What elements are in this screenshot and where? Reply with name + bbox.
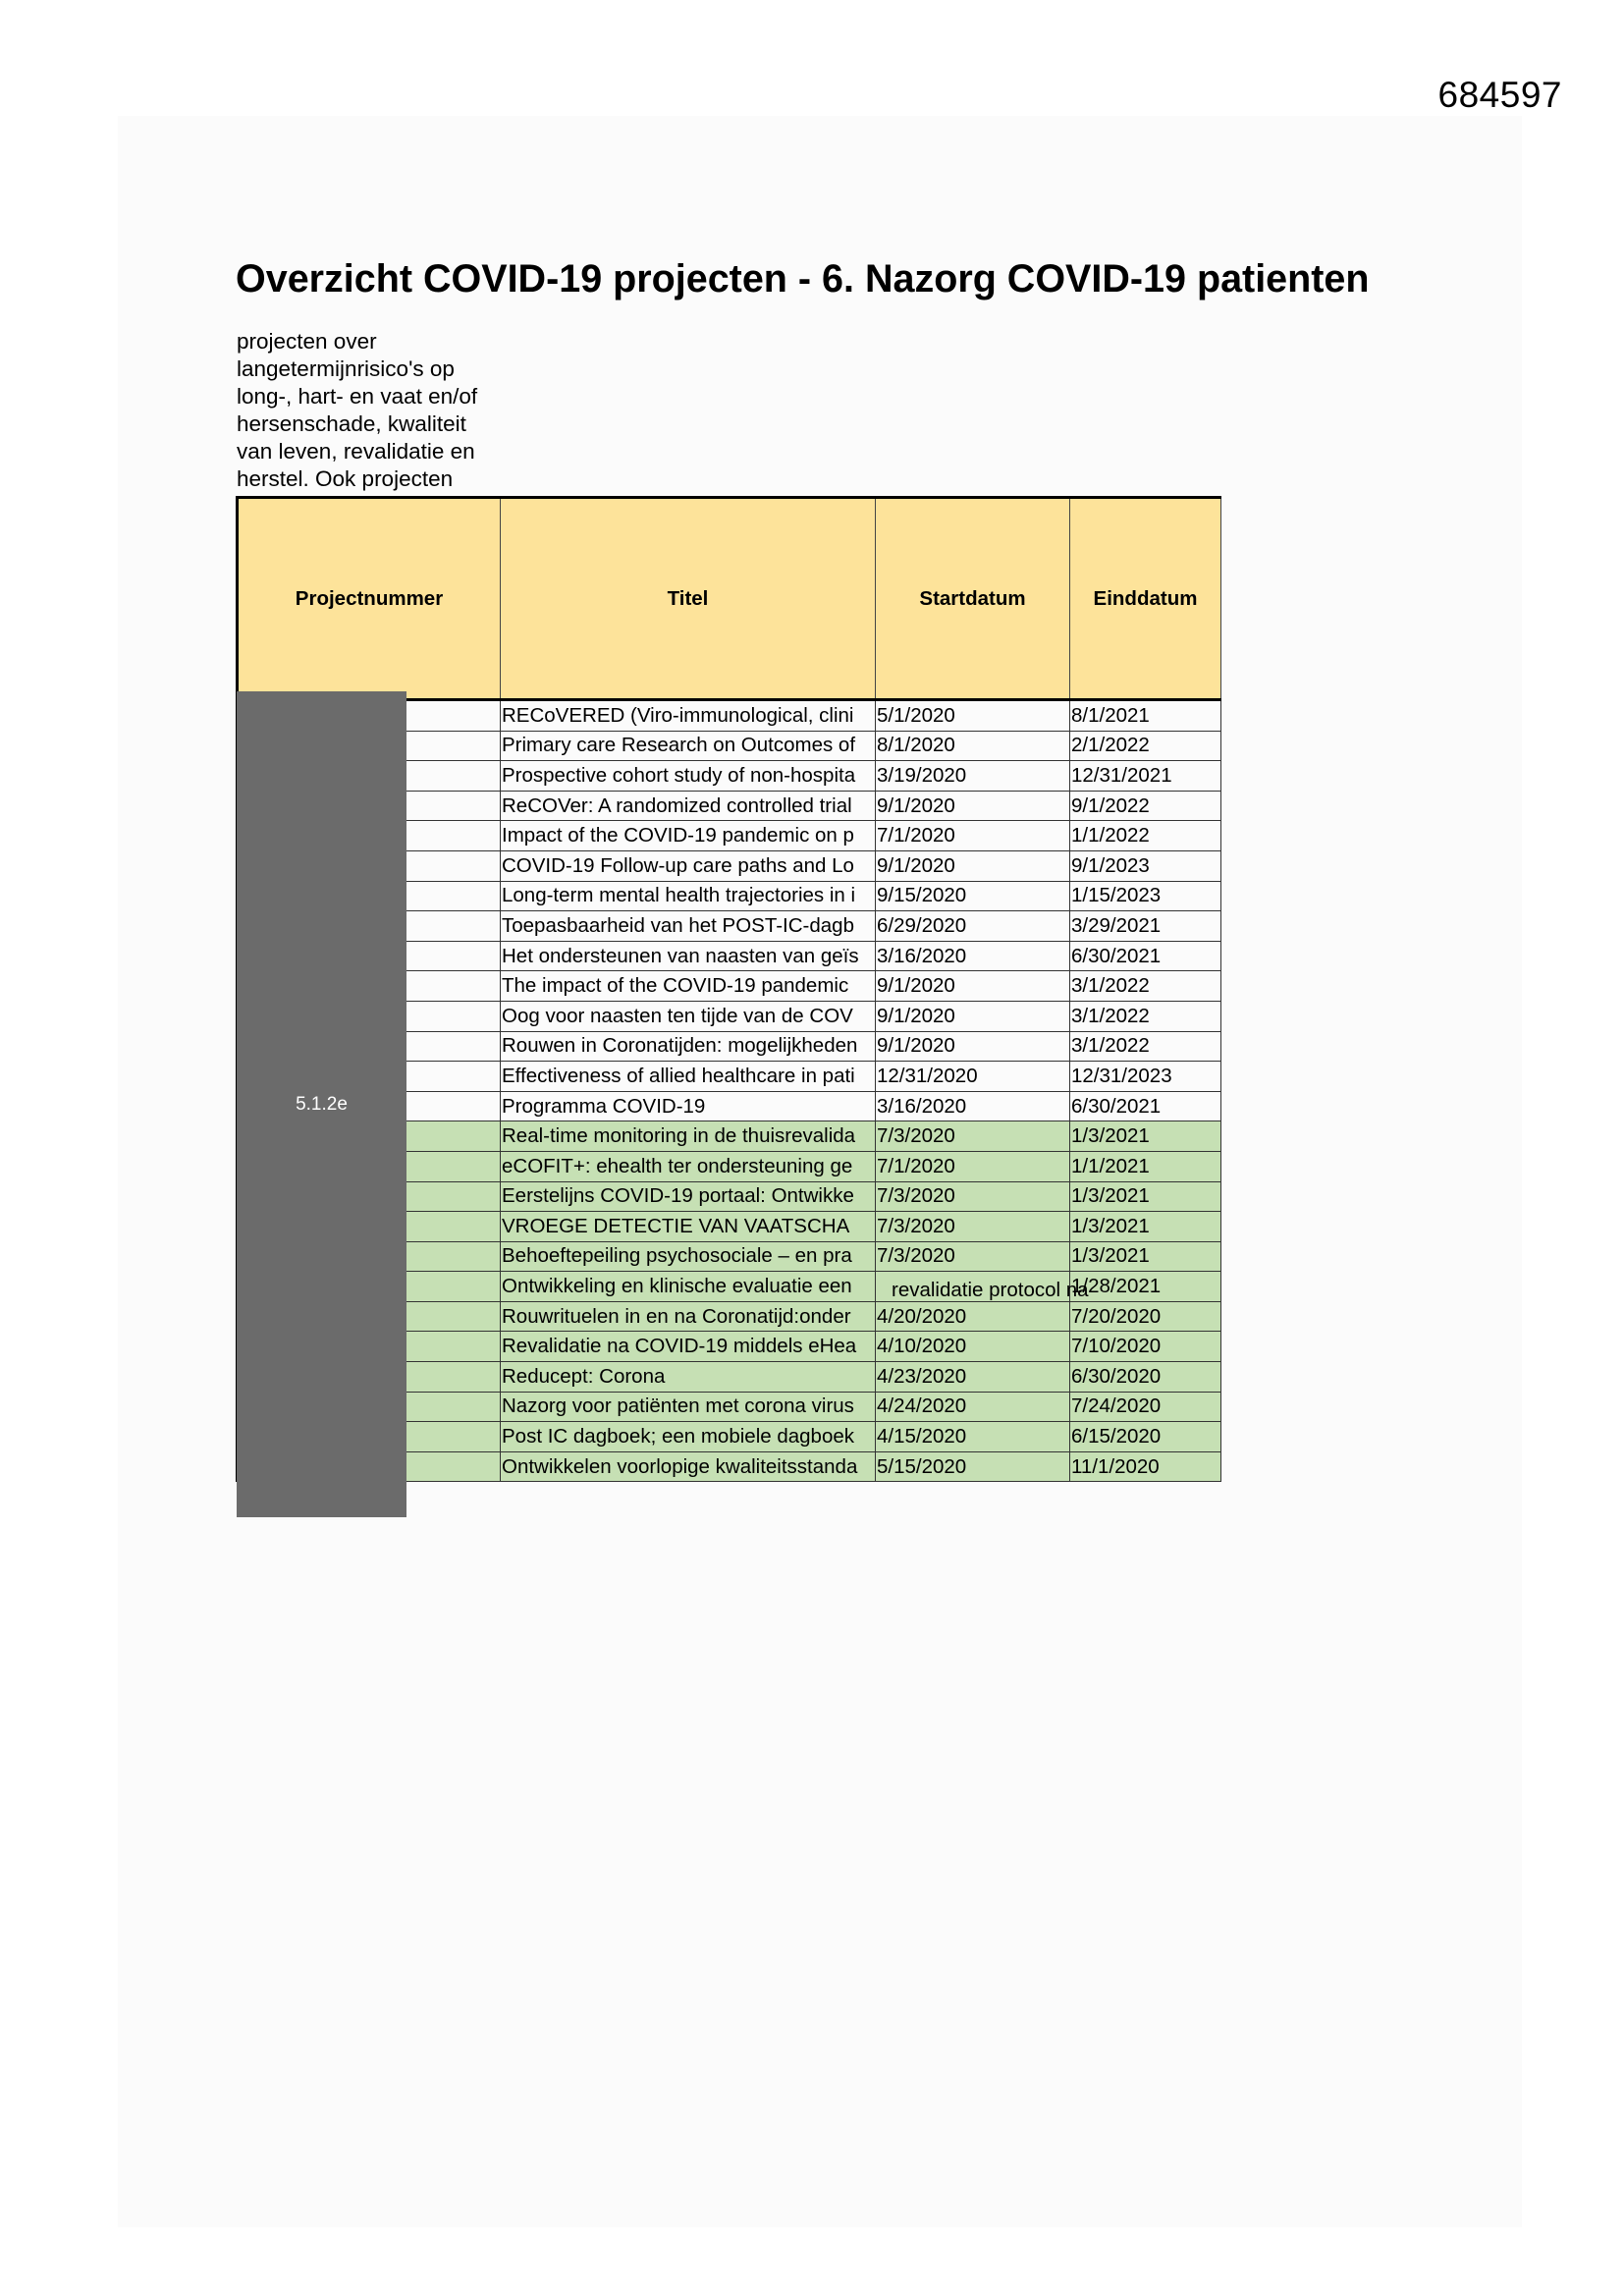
title-cell: Eerstelijns COVID-19 portaal: Ontwikke <box>501 1181 876 1212</box>
end-date-cell: 6/30/2020 <box>1070 1362 1221 1393</box>
end-date-cell: 1/28/2021 <box>1070 1272 1221 1302</box>
end-date-cell: 7/20/2020 <box>1070 1301 1221 1332</box>
title-cell: Prospective cohort study of non-hospita <box>501 761 876 792</box>
start-date-cell: 4/15/2020 <box>876 1422 1070 1452</box>
title-cell: Rouwrituelen in en na Coronatijd:onder <box>501 1301 876 1332</box>
title-cell: RECoVERED (Viro-immunological, clini <box>501 700 876 732</box>
page-title: Overzicht COVID-19 projecten - 6. Nazorg COVID-19 patienten <box>236 257 1370 301</box>
start-date-cell: 9/1/2020 <box>876 850 1070 881</box>
start-date-cell: 4/20/2020 <box>876 1301 1070 1332</box>
end-date-cell: 1/3/2021 <box>1070 1181 1221 1212</box>
title-cell: Programma COVID-19 <box>501 1091 876 1121</box>
description-text: projecten over langetermijnrisico's op long-, hart- en vaat en/of hersenschade, kwaliteit van leven, revalidatie en herstel. Ook projecten <box>237 329 478 491</box>
end-date-cell: 6/30/2021 <box>1070 941 1221 971</box>
end-date-cell: 1/1/2022 <box>1070 821 1221 851</box>
end-date-cell: 9/1/2022 <box>1070 791 1221 821</box>
header-projectnummer: Projectnummer <box>238 498 501 700</box>
title-cell: Impact of the COVID-19 pandemic on p <box>501 821 876 851</box>
start-date-cell: 8/1/2020 <box>876 731 1070 761</box>
start-date-cell: 9/15/2020 <box>876 881 1070 911</box>
end-date-cell: 8/1/2021 <box>1070 700 1221 732</box>
title-cell: ReCOVer: A randomized controlled trial <box>501 791 876 821</box>
header-einddatum: Einddatum <box>1070 498 1221 700</box>
document-number: 684597 <box>1437 75 1562 115</box>
title-cell: VROEGE DETECTIE VAN VAATSCHA <box>501 1212 876 1242</box>
title-cell: Nazorg voor patiënten met corona virus <box>501 1392 876 1422</box>
end-date-cell: 6/15/2020 <box>1070 1422 1221 1452</box>
start-date-cell: 4/10/2020 <box>876 1332 1070 1362</box>
title-cell: Primary care Research on Outcomes of <box>501 731 876 761</box>
end-date-cell: 11/1/2020 <box>1070 1451 1221 1482</box>
end-date-cell: 7/24/2020 <box>1070 1392 1221 1422</box>
title-cell: eCOFIT+: ehealth ter ondersteuning ge <box>501 1151 876 1181</box>
end-date-cell: 1/3/2021 <box>1070 1121 1221 1152</box>
title-cell: Rouwen in Coronatijden: mogelijkheden <box>501 1031 876 1062</box>
start-date-cell: 3/16/2020 <box>876 941 1070 971</box>
start-date-cell: 5/15/2020 <box>876 1451 1070 1482</box>
end-date-cell: 3/29/2021 <box>1070 911 1221 942</box>
end-date-cell: 12/31/2023 <box>1070 1062 1221 1092</box>
redaction-block <box>237 691 406 1517</box>
start-date-cell: 3/16/2020 <box>876 1091 1070 1121</box>
end-date-cell: 2/1/2022 <box>1070 731 1221 761</box>
end-date-cell: 12/31/2021 <box>1070 761 1221 792</box>
end-date-cell: 6/30/2021 <box>1070 1091 1221 1121</box>
end-date-cell: 3/1/2022 <box>1070 971 1221 1002</box>
start-date-cell: 7/1/2020 <box>876 821 1070 851</box>
title-cell: Ontwikkeling en klinische evaluatie een <box>501 1272 876 1302</box>
start-date-cell: 3/19/2020 <box>876 761 1070 792</box>
redaction-label: 5.1.2e <box>296 1093 348 1115</box>
title-cell: Effectiveness of allied healthcare in pati <box>501 1062 876 1092</box>
header-titel: Titel <box>501 498 876 700</box>
start-date-cell: 4/23/2020 <box>876 1362 1070 1393</box>
table-header-row <box>238 498 1221 700</box>
title-cell: Behoeftepeiling psychosociale – en pra <box>501 1241 876 1272</box>
start-date-cell: 5/1/2020 <box>876 700 1070 732</box>
start-date-cell: 12/31/2020 <box>876 1062 1070 1092</box>
end-date-cell: 1/1/2021 <box>1070 1151 1221 1181</box>
start-date-cell: 9/1/2020 <box>876 971 1070 1002</box>
title-cell: Reducept: Corona <box>501 1362 876 1393</box>
header-startdatum: Startdatum <box>876 498 1070 700</box>
end-date-cell: 7/10/2020 <box>1070 1332 1221 1362</box>
end-date-cell: 1/15/2023 <box>1070 881 1221 911</box>
title-cell: Ontwikkelen voorlopige kwaliteitsstanda <box>501 1451 876 1482</box>
title-cell: The impact of the COVID-19 pandemic <box>501 971 876 1002</box>
start-date-cell: 4/24/2020 <box>876 1392 1070 1422</box>
title-cell: Revalidatie na COVID-19 middels eHea <box>501 1332 876 1362</box>
start-date-cell: 7/3/2020 <box>876 1241 1070 1272</box>
end-date-cell: 3/1/2022 <box>1070 1001 1221 1031</box>
end-date-cell: 3/1/2022 <box>1070 1031 1221 1062</box>
title-cell: Long-term mental health trajectories in i <box>501 881 876 911</box>
overflowing-title-text: revalidatie protocol na <box>892 1279 1089 1301</box>
end-date-cell: 1/3/2021 <box>1070 1212 1221 1242</box>
start-date-cell: 7/1/2020 <box>876 1151 1070 1181</box>
start-date-cell: 7/3/2020 <box>876 1181 1070 1212</box>
start-date-cell: 6/29/2020 <box>876 911 1070 942</box>
title-cell: Het ondersteunen van naasten van geïs <box>501 941 876 971</box>
title-cell: Toepasbaarheid van het POST-IC-dagb <box>501 911 876 942</box>
title-cell: Oog voor naasten ten tijde van de COV <box>501 1001 876 1031</box>
start-date-cell: 7/3/2020 <box>876 1212 1070 1242</box>
title-cell: COVID-19 Follow-up care paths and Lo <box>501 850 876 881</box>
title-cell: Post IC dagboek; een mobiele dagboek <box>501 1422 876 1452</box>
end-date-cell: 1/3/2021 <box>1070 1241 1221 1272</box>
start-date-cell: 9/1/2020 <box>876 1031 1070 1062</box>
end-date-cell: 9/1/2023 <box>1070 850 1221 881</box>
start-date-cell: 9/1/2020 <box>876 791 1070 821</box>
title-cell: Real-time monitoring in de thuisrevalida <box>501 1121 876 1152</box>
start-date-cell: 9/1/2020 <box>876 1001 1070 1031</box>
start-date-cell: 7/3/2020 <box>876 1121 1070 1152</box>
